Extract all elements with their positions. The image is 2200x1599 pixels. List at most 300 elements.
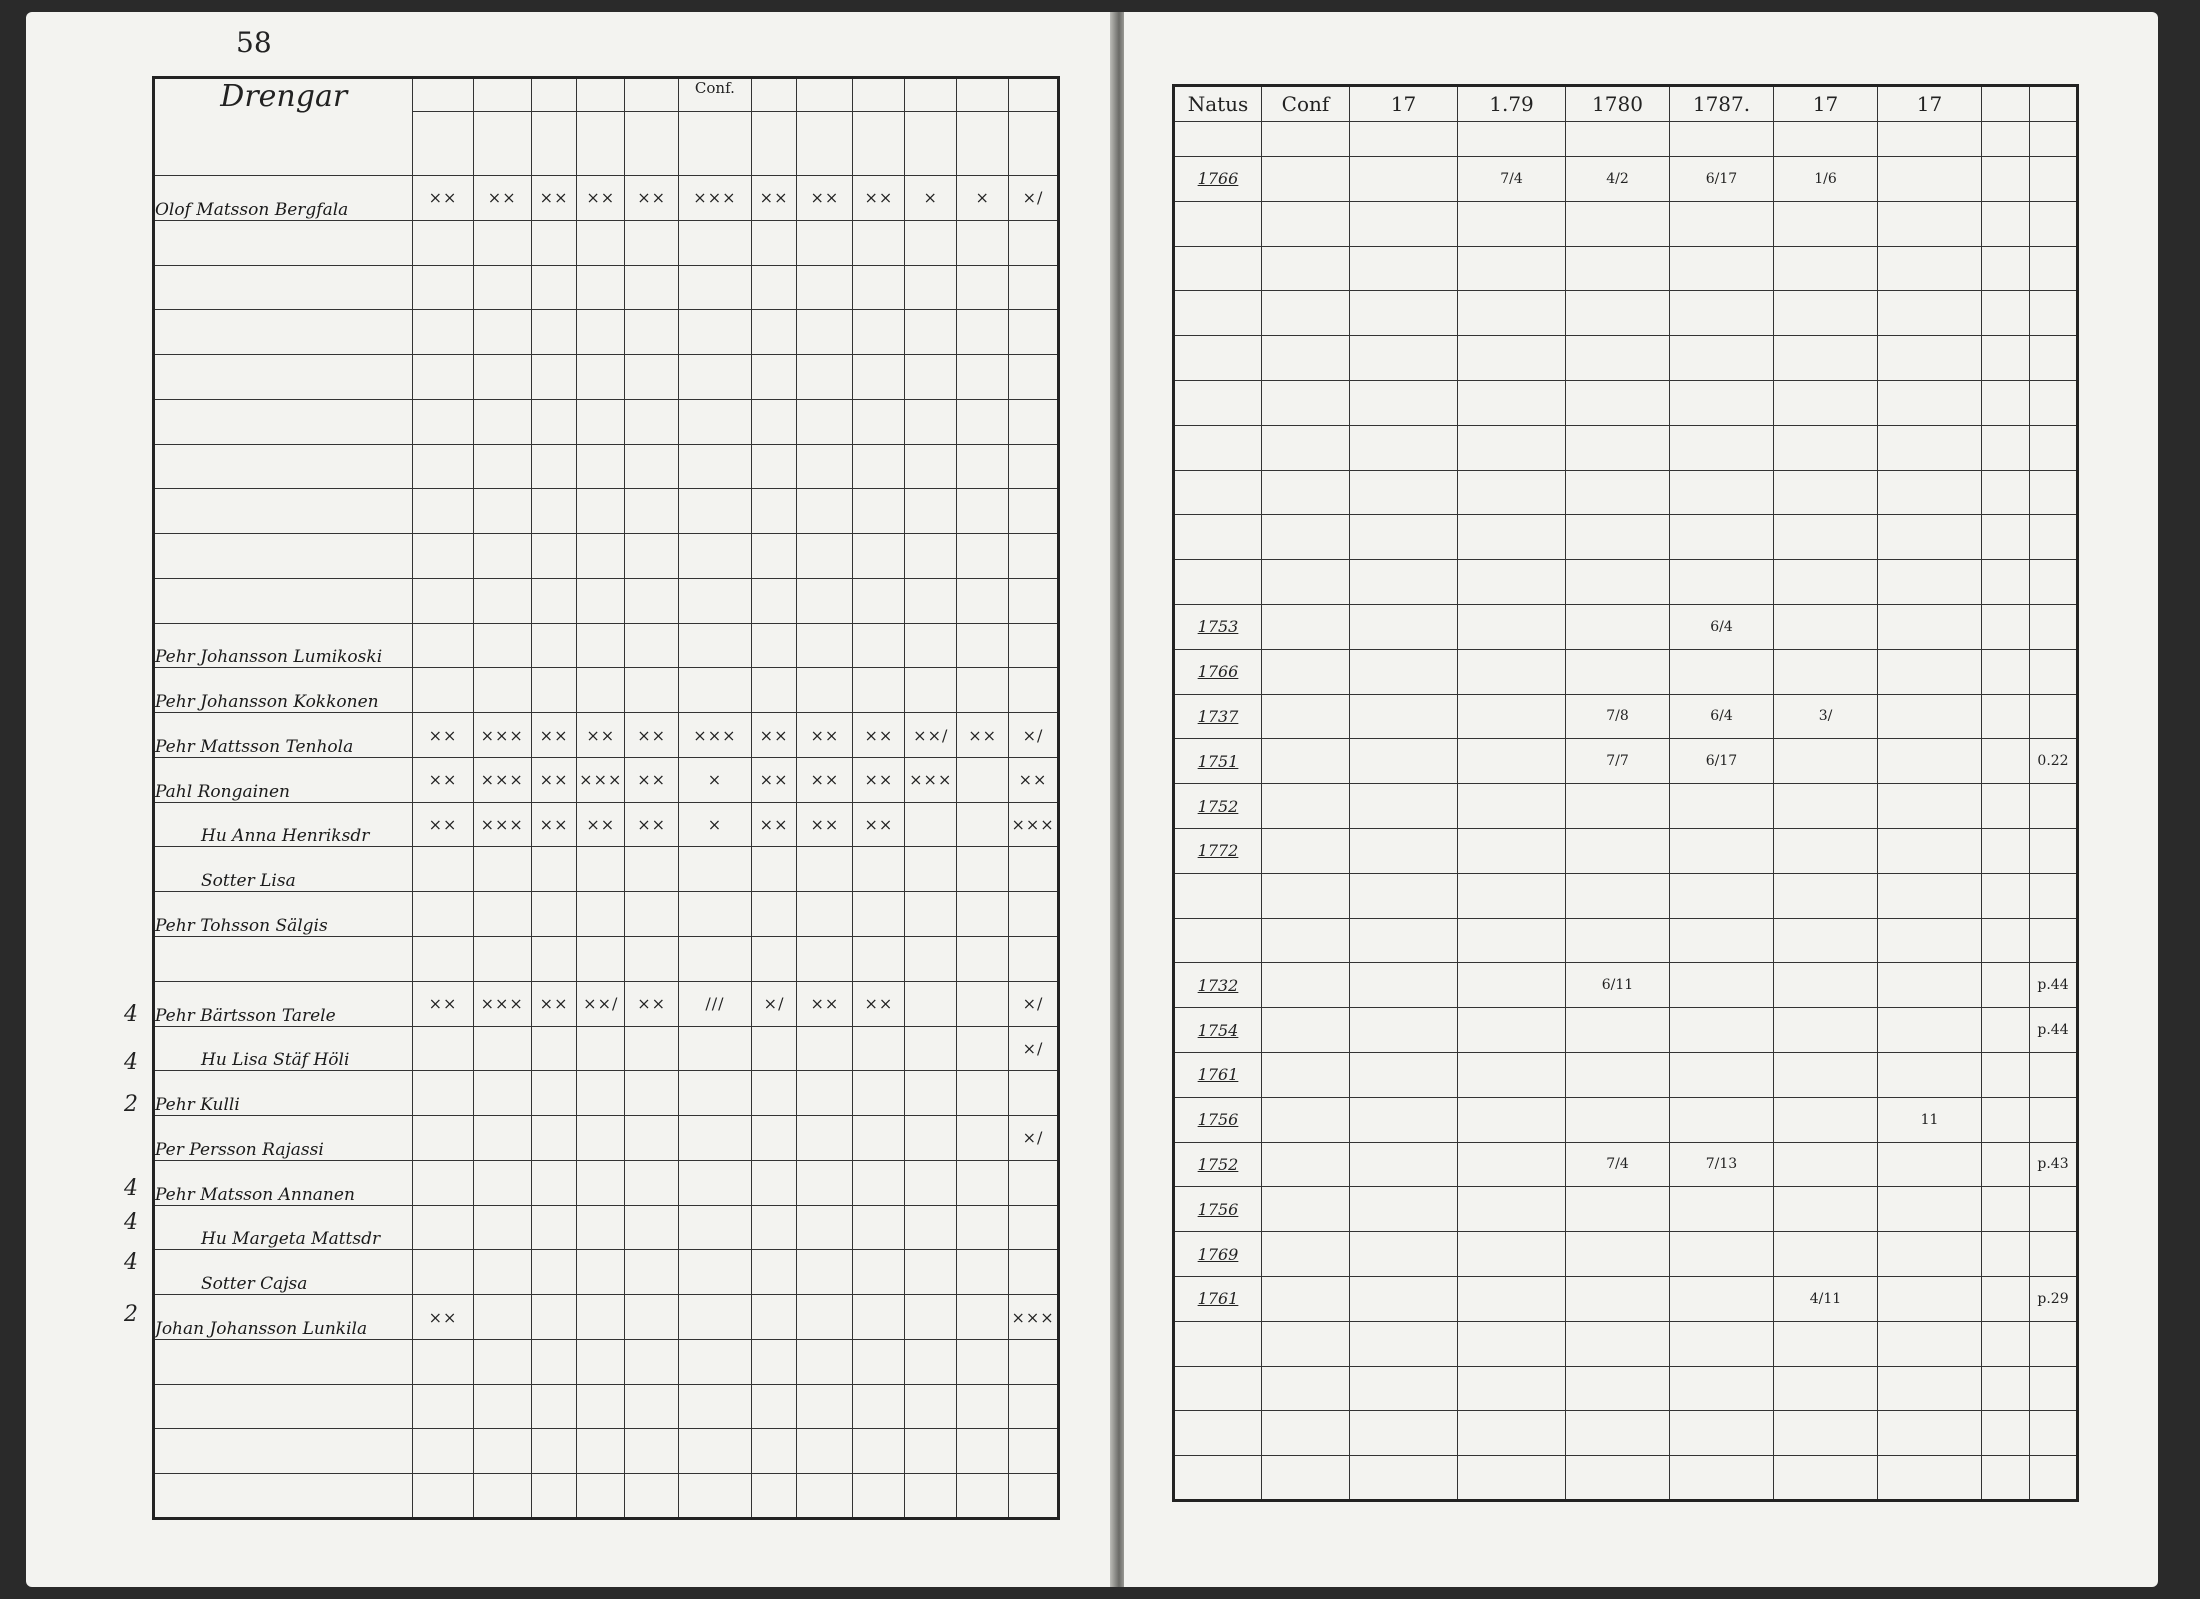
mark-cell — [751, 1250, 797, 1295]
entry-cell — [1670, 515, 1774, 560]
mark-cell — [577, 489, 625, 534]
entry-cell — [1566, 1052, 1670, 1097]
entry-cell — [1566, 873, 1670, 918]
left-header-row — [154, 78, 1059, 112]
entry-cell — [1878, 1321, 1982, 1366]
mark-cell — [797, 892, 853, 937]
entry-cell — [1982, 963, 2030, 1008]
mark-cell — [625, 1339, 679, 1384]
mark-cell: × — [957, 176, 1009, 221]
mark-cell — [577, 937, 625, 982]
entry-cell — [1774, 1097, 1878, 1142]
mark-cell: ×× — [751, 802, 797, 847]
column-header: Natus — [1174, 86, 1262, 122]
birth-year — [1174, 425, 1262, 470]
mark-cell — [797, 1116, 853, 1161]
mark-cell — [577, 265, 625, 310]
table-row — [154, 757, 1059, 802]
mark-cell — [531, 937, 577, 982]
margin-note: 2 — [124, 1092, 138, 1117]
mark-cell — [679, 1205, 752, 1250]
entry-cell — [1458, 828, 1566, 873]
entry-cell — [1670, 1321, 1774, 1366]
entry-cell — [1878, 739, 1982, 784]
entry-cell — [1878, 1008, 1982, 1053]
person-name: Sotter Cajsa — [154, 1250, 413, 1295]
entry-cell — [1458, 1456, 1566, 1501]
mark-cell — [413, 399, 473, 444]
mark-cell — [957, 1429, 1009, 1474]
entry-cell: p.44 — [2030, 1008, 2078, 1053]
mark-cell — [413, 489, 473, 534]
entry-cell — [1262, 739, 1350, 784]
person-name — [154, 1429, 413, 1474]
mark-cell — [413, 1384, 473, 1429]
mark-cell: ×× — [853, 802, 905, 847]
mark-cell — [625, 310, 679, 355]
mark-cell — [751, 355, 797, 400]
mark-cell — [625, 444, 679, 489]
mark-cell — [679, 937, 752, 982]
mark-cell — [413, 1116, 473, 1161]
mark-cell — [625, 1250, 679, 1295]
entry-cell — [2030, 1321, 2078, 1366]
column-header: 1.79 — [1458, 86, 1566, 122]
entry-cell — [1774, 425, 1878, 470]
mark-cell — [1009, 1429, 1059, 1474]
mark-cell — [751, 937, 797, 982]
left-register-table — [152, 76, 1060, 1520]
mark-cell — [751, 1026, 797, 1071]
table-row — [1174, 246, 2078, 291]
mark-cell — [957, 1339, 1009, 1384]
person-name — [154, 220, 413, 265]
entry-cell — [1774, 1321, 1878, 1366]
mark-cell — [797, 1474, 853, 1519]
entry-cell: 6/17 — [1670, 157, 1774, 202]
entry-cell — [1566, 1097, 1670, 1142]
mark-cell — [413, 668, 473, 713]
entry-cell — [1262, 1321, 1350, 1366]
birth-year — [1174, 380, 1262, 425]
right-register-table — [1172, 84, 2079, 1502]
mark-cell: ×× — [577, 176, 625, 221]
right-subheader-row — [1174, 122, 2078, 157]
entry-cell — [1350, 604, 1458, 649]
mark-cell — [531, 1116, 577, 1161]
entry-cell — [1774, 336, 1878, 381]
entry-cell — [1566, 828, 1670, 873]
mark-cell: ××× — [679, 713, 752, 758]
entry-cell — [1982, 1411, 2030, 1456]
person-name — [154, 578, 413, 623]
column-header: 17 — [1350, 86, 1458, 122]
mark-cell — [797, 847, 853, 892]
mark-cell — [679, 1474, 752, 1519]
entry-cell — [1262, 291, 1350, 336]
entry-cell — [2030, 1052, 2078, 1097]
entry-cell — [1774, 828, 1878, 873]
mark-cell — [957, 310, 1009, 355]
entry-cell — [1566, 560, 1670, 605]
entry-cell — [1878, 1456, 1982, 1501]
entry-cell — [2030, 201, 2078, 246]
entry-cell — [1458, 1232, 1566, 1277]
column-header — [853, 78, 905, 112]
mark-cell — [625, 489, 679, 534]
mark-cell — [531, 1339, 577, 1384]
mark-cell — [679, 1026, 752, 1071]
entry-cell — [1670, 873, 1774, 918]
entry-cell — [1566, 336, 1670, 381]
mark-cell — [1009, 265, 1059, 310]
entry-cell — [1458, 515, 1566, 560]
mark-cell — [1009, 892, 1059, 937]
entry-cell — [1262, 201, 1350, 246]
mark-cell — [797, 534, 853, 579]
entry-cell — [1262, 336, 1350, 381]
mark-cell — [853, 489, 905, 534]
mark-cell — [905, 623, 957, 668]
mark-cell — [957, 623, 1009, 668]
birth-year: 1772 — [1174, 828, 1262, 873]
mark-cell — [413, 444, 473, 489]
entry-cell — [1774, 649, 1878, 694]
mark-cell — [905, 1339, 957, 1384]
entry-cell — [1774, 1187, 1878, 1232]
mark-cell — [751, 399, 797, 444]
mark-cell — [473, 1384, 531, 1429]
mark-cell — [473, 668, 531, 713]
birth-year — [1174, 1366, 1262, 1411]
entry-cell — [1458, 201, 1566, 246]
entry-cell — [2030, 694, 2078, 739]
entry-cell — [1670, 425, 1774, 470]
entry-cell — [2030, 291, 2078, 336]
mark-cell — [797, 937, 853, 982]
mark-cell — [473, 937, 531, 982]
column-subheader — [1670, 122, 1774, 157]
mark-cell — [797, 668, 853, 713]
mark-cell — [957, 1250, 1009, 1295]
mark-cell: ×× — [751, 176, 797, 221]
mark-cell — [413, 355, 473, 400]
mark-cell — [531, 265, 577, 310]
mark-cell — [797, 1160, 853, 1205]
entry-cell — [1566, 1276, 1670, 1321]
entry-cell — [1982, 1366, 2030, 1411]
entry-cell — [1774, 784, 1878, 829]
mark-cell — [797, 1295, 853, 1340]
mark-cell — [625, 534, 679, 579]
mark-cell — [577, 892, 625, 937]
birth-year: 1754 — [1174, 1008, 1262, 1053]
mark-cell — [577, 1160, 625, 1205]
person-name: Pehr Bärtsson Tarele — [154, 981, 413, 1026]
entry-cell — [2030, 918, 2078, 963]
column-subheader — [905, 112, 957, 176]
entry-cell — [1262, 380, 1350, 425]
mark-cell: ××/ — [577, 981, 625, 1026]
entry-cell — [1670, 470, 1774, 515]
table-row — [1174, 425, 2078, 470]
entry-cell: 7/7 — [1566, 739, 1670, 784]
mark-cell — [577, 1474, 625, 1519]
person-name — [154, 1384, 413, 1429]
table-row — [154, 892, 1059, 937]
entry-cell — [1774, 1008, 1878, 1053]
table-row — [1174, 694, 2078, 739]
mark-cell — [905, 802, 957, 847]
mark-cell — [679, 399, 752, 444]
mark-cell — [853, 355, 905, 400]
entry-cell — [1458, 1187, 1566, 1232]
mark-cell — [957, 1026, 1009, 1071]
entry-cell — [1350, 694, 1458, 739]
entry-cell — [1458, 1142, 1566, 1187]
entry-cell — [1982, 336, 2030, 381]
mark-cell — [751, 892, 797, 937]
mark-cell — [473, 578, 531, 623]
table-row — [154, 668, 1059, 713]
mark-cell — [797, 310, 853, 355]
entry-cell — [1262, 963, 1350, 1008]
person-name: Johan Johansson Lunkila — [154, 1295, 413, 1340]
entry-cell — [1670, 1276, 1774, 1321]
entry-cell: 6/4 — [1670, 694, 1774, 739]
entry-cell — [2030, 560, 2078, 605]
mark-cell — [957, 1160, 1009, 1205]
mark-cell — [531, 1071, 577, 1116]
mark-cell — [577, 1205, 625, 1250]
entry-cell: 6/17 — [1670, 739, 1774, 784]
entry-cell: 7/13 — [1670, 1142, 1774, 1187]
entry-cell — [1878, 784, 1982, 829]
entry-cell — [1350, 291, 1458, 336]
mark-cell — [853, 892, 905, 937]
entry-cell — [1982, 515, 2030, 560]
table-row — [154, 713, 1059, 758]
mark-cell — [1009, 399, 1059, 444]
column-header: 17 — [1878, 86, 1982, 122]
mark-cell: ×× — [531, 757, 577, 802]
mark-cell: ×× — [413, 1295, 473, 1340]
entry-cell: 4/2 — [1566, 157, 1670, 202]
entry-cell — [1566, 470, 1670, 515]
entry-cell — [1878, 828, 1982, 873]
column-subheader — [1262, 122, 1350, 157]
entry-cell — [1262, 1187, 1350, 1232]
entry-cell — [2030, 1456, 2078, 1501]
person-name: Hu Anna Henriksdr — [154, 802, 413, 847]
mark-cell — [473, 1339, 531, 1384]
mark-cell — [853, 310, 905, 355]
entry-cell — [1878, 918, 1982, 963]
mark-cell — [905, 847, 957, 892]
mark-cell — [853, 399, 905, 444]
mark-cell: ×× — [797, 176, 853, 221]
mark-cell — [751, 623, 797, 668]
person-name: Pahl Rongainen — [154, 757, 413, 802]
mark-cell — [751, 1205, 797, 1250]
mark-cell — [751, 578, 797, 623]
entry-cell — [1878, 694, 1982, 739]
entry-cell — [1350, 873, 1458, 918]
mark-cell — [957, 847, 1009, 892]
entry-cell — [1774, 246, 1878, 291]
entry-cell — [2030, 157, 2078, 202]
mark-cell — [751, 1295, 797, 1340]
mark-cell: ×/ — [1009, 1116, 1059, 1161]
mark-cell — [1009, 623, 1059, 668]
mark-cell — [1009, 937, 1059, 982]
column-subheader — [1566, 122, 1670, 157]
table-row — [154, 534, 1059, 579]
column-subheader — [1350, 122, 1458, 157]
mark-cell: ×× — [751, 757, 797, 802]
entry-cell — [1350, 1456, 1458, 1501]
entry-cell — [1350, 560, 1458, 605]
mark-cell — [473, 310, 531, 355]
birth-year: 1766 — [1174, 649, 1262, 694]
entry-cell — [1262, 828, 1350, 873]
table-row — [1174, 1097, 2078, 1142]
mark-cell — [577, 399, 625, 444]
column-subheader — [751, 112, 797, 176]
entry-cell — [1262, 873, 1350, 918]
mark-cell — [531, 1160, 577, 1205]
mark-cell — [625, 399, 679, 444]
entry-cell — [1262, 515, 1350, 560]
mark-cell — [531, 623, 577, 668]
entry-cell — [1262, 649, 1350, 694]
mark-cell: ×/ — [1009, 713, 1059, 758]
mark-cell: ××× — [679, 176, 752, 221]
entry-cell — [1774, 739, 1878, 784]
mark-cell — [625, 847, 679, 892]
mark-cell — [473, 355, 531, 400]
entry-cell — [1458, 1411, 1566, 1456]
entry-cell — [1982, 425, 2030, 470]
entry-cell — [1774, 918, 1878, 963]
mark-cell — [905, 1160, 957, 1205]
mark-cell — [473, 534, 531, 579]
table-row — [1174, 470, 2078, 515]
entry-cell — [1458, 380, 1566, 425]
mark-cell — [473, 1116, 531, 1161]
table-row — [1174, 291, 2078, 336]
entry-cell — [1774, 515, 1878, 560]
entry-cell — [1566, 201, 1670, 246]
entry-cell — [1262, 1052, 1350, 1097]
entry-cell — [1566, 1187, 1670, 1232]
entry-cell — [1670, 1097, 1774, 1142]
mark-cell — [413, 937, 473, 982]
mark-cell — [853, 220, 905, 265]
column-subheader — [679, 112, 752, 176]
person-name: Pehr Kulli — [154, 1071, 413, 1116]
mark-cell — [413, 220, 473, 265]
mark-cell — [577, 578, 625, 623]
mark-cell — [797, 1205, 853, 1250]
mark-cell: ×× — [625, 713, 679, 758]
mark-cell — [905, 399, 957, 444]
person-name — [154, 1474, 413, 1519]
entry-cell — [1774, 291, 1878, 336]
entry-cell — [1566, 1411, 1670, 1456]
table-row — [1174, 1187, 2078, 1232]
entry-cell — [1350, 918, 1458, 963]
table-row — [154, 1205, 1059, 1250]
mark-cell — [751, 1474, 797, 1519]
table-row — [1174, 1366, 2078, 1411]
mark-cell — [751, 265, 797, 310]
margin-note: 2 — [124, 1302, 138, 1327]
mark-cell — [413, 1429, 473, 1474]
mark-cell — [625, 1205, 679, 1250]
entry-cell — [1458, 604, 1566, 649]
mark-cell — [473, 444, 531, 489]
table-row — [1174, 963, 2078, 1008]
mark-cell — [413, 1250, 473, 1295]
entry-cell — [1982, 918, 2030, 963]
entry-cell — [1458, 918, 1566, 963]
mark-cell — [473, 1429, 531, 1474]
mark-cell — [577, 623, 625, 668]
mark-cell — [751, 1339, 797, 1384]
mark-cell: ×× — [577, 802, 625, 847]
mark-cell — [625, 1429, 679, 1474]
mark-cell — [473, 847, 531, 892]
entry-cell — [2030, 1097, 2078, 1142]
entry-cell — [1566, 1456, 1670, 1501]
column-subheader — [413, 112, 473, 176]
entry-cell — [2030, 336, 2078, 381]
entry-cell — [2030, 649, 2078, 694]
entry-cell — [1458, 963, 1566, 1008]
entry-cell — [1982, 157, 2030, 202]
mark-cell — [625, 1116, 679, 1161]
mark-cell — [473, 1295, 531, 1340]
entry-cell: 7/4 — [1458, 157, 1566, 202]
entry-cell — [1774, 1232, 1878, 1277]
mark-cell — [577, 1429, 625, 1474]
table-row — [154, 1116, 1059, 1161]
entry-cell: 3/ — [1774, 694, 1878, 739]
mark-cell — [531, 534, 577, 579]
entry-cell — [1350, 1276, 1458, 1321]
mark-cell — [957, 802, 1009, 847]
entry-cell — [1774, 1411, 1878, 1456]
birth-year: 1752 — [1174, 784, 1262, 829]
mark-cell — [905, 1250, 957, 1295]
mark-cell: ×× — [853, 713, 905, 758]
entry-cell — [1350, 201, 1458, 246]
mark-cell — [797, 1339, 853, 1384]
column-subheader — [1009, 112, 1059, 176]
mark-cell — [531, 220, 577, 265]
person-name — [154, 355, 413, 400]
birth-year — [1174, 560, 1262, 605]
entry-cell — [1878, 649, 1982, 694]
mark-cell — [679, 847, 752, 892]
mark-cell — [413, 1205, 473, 1250]
entry-cell — [1670, 246, 1774, 291]
mark-cell — [1009, 1160, 1059, 1205]
mark-cell — [473, 1474, 531, 1519]
mark-cell — [1009, 1339, 1059, 1384]
entry-cell — [1670, 1366, 1774, 1411]
